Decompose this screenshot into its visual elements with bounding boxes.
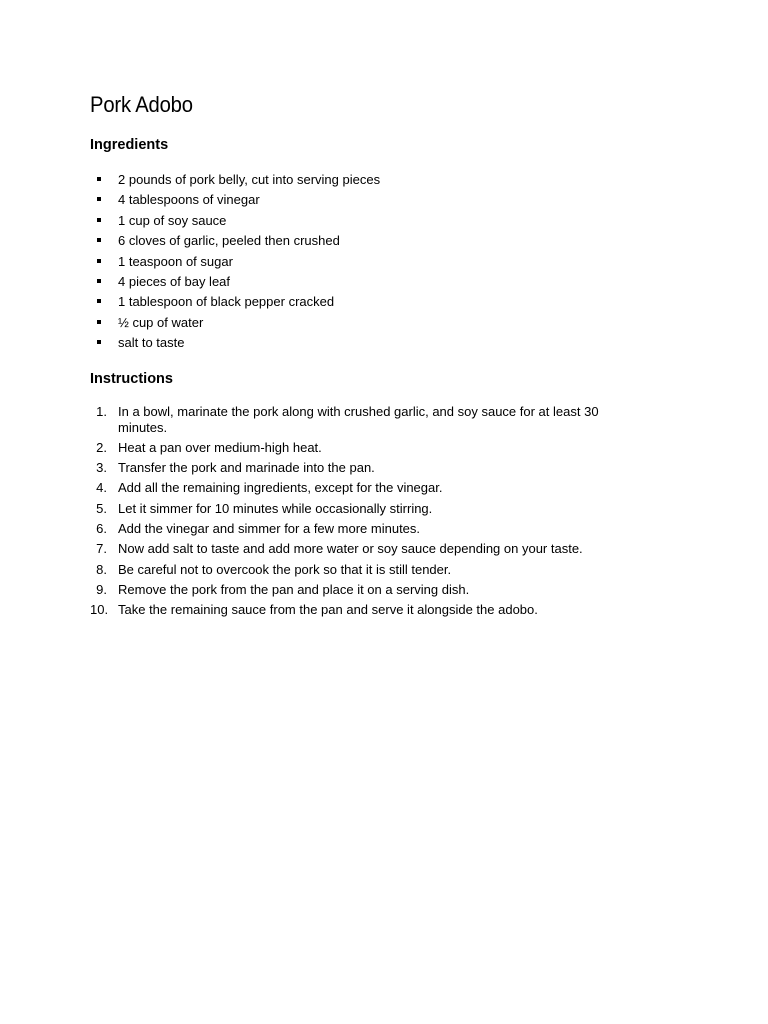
step-text: Heat a pan over medium-high heat. [118,439,322,455]
ingredient-item [90,252,650,272]
instruction-step [90,562,630,578]
square-bullet-icon [97,259,101,263]
instruction-step [90,582,630,598]
step-text: Be careful not to overcook the pork so that it is still tender. [118,561,452,577]
square-bullet-icon [97,218,101,222]
ingredient-item [90,170,650,190]
step-text: Remove the pork from the pan and place it on a serving dish. [118,581,470,597]
square-bullet-icon [97,238,101,242]
step-text: In a bowl, marinate the pork along with crushed garlic, and soy sauce for at least 30 minutes. [118,404,599,435]
ingredient-text: ½ cup of water [118,314,204,330]
ingredient-item [90,211,650,231]
square-bullet-icon [97,299,101,303]
ingredient-item [90,292,650,312]
ingredient-text: 1 tablespoon of black pepper cracked [118,294,335,310]
ingredient-item [90,231,650,251]
instruction-step [90,440,630,456]
step-number: 9. [96,581,107,597]
step-text: Transfer the pork and marinade into the pan. [118,460,375,476]
square-bullet-icon [97,197,101,201]
ingredient-item [90,333,650,353]
instructions-heading: Instructions [90,371,173,387]
instructions-list [90,404,630,622]
instruction-step [90,480,630,496]
step-text: Take the remaining sauce from the pan and serve it alongside the adobo. [118,602,538,618]
ingredient-item [90,190,650,210]
ingredient-text: 1 cup of soy sauce [118,212,227,228]
ingredient-text: 2 pounds of pork belly, cut into serving pieces [118,172,381,187]
ingredient-text: 6 cloves of garlic, peeled then crushed [118,233,340,249]
square-bullet-icon [97,340,101,344]
square-bullet-icon [97,279,101,283]
page-title: Pork Adobo [90,92,193,117]
instruction-step [90,541,630,557]
ingredient-text: 1 teaspoon of sugar [118,253,233,269]
instruction-step [90,602,630,618]
step-text: Let it simmer for 10 minutes while occasionally stirring. [118,500,433,516]
instruction-step [90,521,630,537]
ingredient-item [90,272,650,292]
square-bullet-icon [97,177,101,181]
ingredients-list [90,170,650,354]
step-number: 1. [96,404,107,419]
instruction-step [90,404,630,435]
step-text: Add all the remaining ingredients, except for the vinegar. [118,480,443,496]
step-number: 6. [96,520,107,536]
step-number: 3. [96,460,107,476]
step-number: 10. [90,602,109,618]
ingredient-text: salt to taste [118,335,185,351]
ingredient-text: 4 tablespoons of vinegar [118,192,260,208]
ingredients-heading: Ingredients [90,137,169,153]
instruction-step [90,501,630,517]
step-number: 2. [96,439,107,455]
ingredient-item [90,313,650,333]
square-bullet-icon [97,320,101,324]
step-number: 4. [96,480,107,496]
step-number: 7. [96,541,107,557]
step-text: Now add salt to taste and add more water or soy sauce depending on your taste. [118,541,583,557]
step-number: 8. [96,561,107,577]
instruction-step [90,460,630,476]
ingredient-text: 4 pieces of bay leaf [118,273,231,289]
step-text: Add the vinegar and simmer for a few more minutes. [118,520,421,536]
step-number: 5. [96,500,107,516]
